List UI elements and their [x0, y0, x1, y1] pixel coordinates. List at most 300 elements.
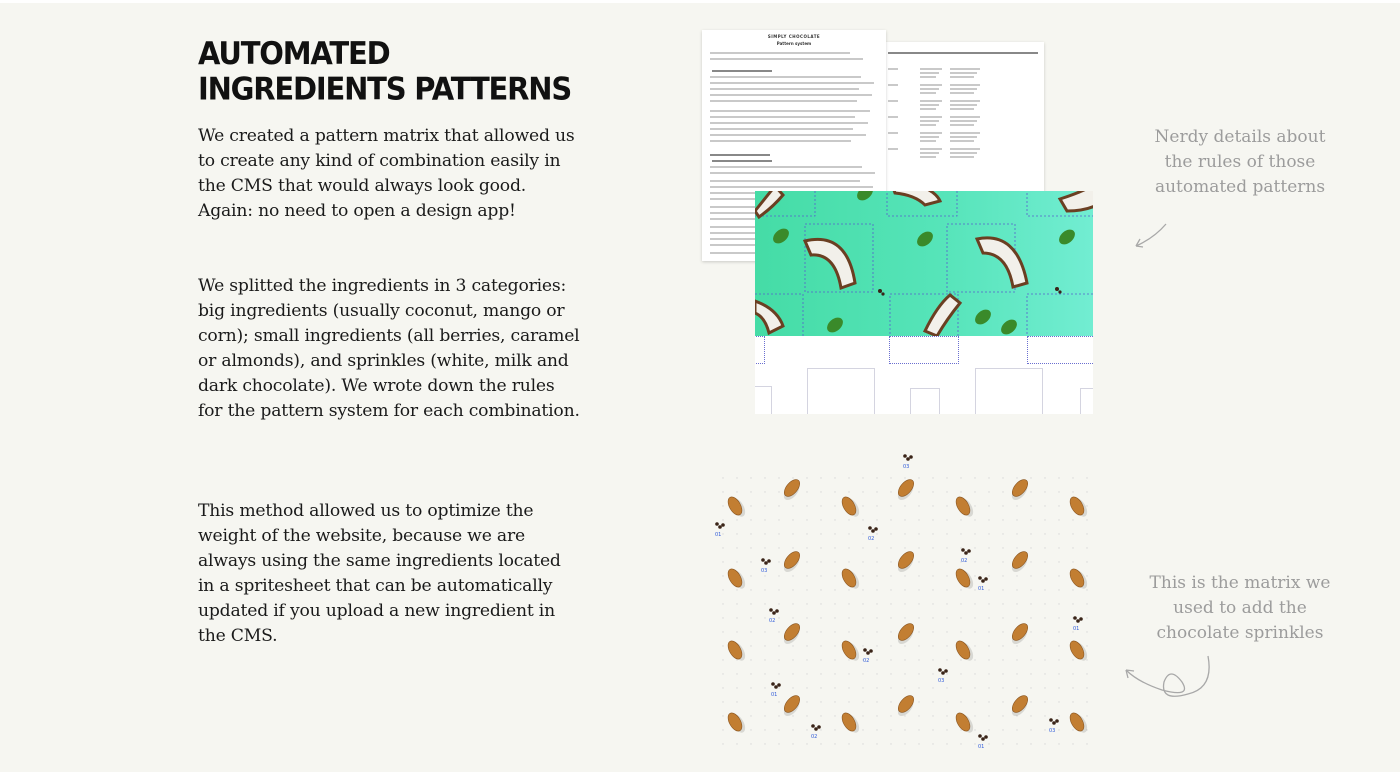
grid-dot: [932, 617, 933, 618]
document-text-line: [920, 100, 942, 102]
grid-dot: [1086, 575, 1087, 576]
grid-dot: [1072, 603, 1073, 604]
grid-dot: [918, 729, 919, 730]
grid-dot: [736, 491, 737, 492]
grid-dot: [876, 491, 877, 492]
grid-dot: [974, 701, 975, 702]
almond: [1007, 621, 1032, 647]
grid-dot: [806, 715, 807, 716]
grid-dot: [1030, 659, 1031, 660]
almond: [1067, 710, 1090, 736]
almond: [893, 621, 918, 647]
grid-dot: [750, 687, 751, 688]
grid-dot: [918, 673, 919, 674]
grid-dot: [876, 617, 877, 618]
grid-dot: [1072, 561, 1073, 562]
grid-dot: [736, 561, 737, 562]
document-text-line: [950, 148, 980, 150]
grid-dot: [764, 729, 765, 730]
grid-dot: [820, 561, 821, 562]
grid-dot: [1086, 687, 1087, 688]
grid-dot: [890, 645, 891, 646]
document-text-line: [920, 148, 942, 150]
grid-dot: [862, 617, 863, 618]
grid-dot: [988, 659, 989, 660]
sprinkle-label: 02: [811, 734, 818, 740]
grid-dot: [1016, 659, 1017, 660]
grid-dot: [890, 659, 891, 660]
grid-dot: [1058, 715, 1059, 716]
grid-dot: [1086, 673, 1087, 674]
grid-dot: [778, 701, 779, 702]
grid-dot: [946, 631, 947, 632]
grid-dot: [1058, 589, 1059, 590]
grid-dot: [932, 575, 933, 576]
grid-dot: [974, 575, 975, 576]
grid-dot: [1086, 491, 1087, 492]
chocolate-sprinkle-group: [1049, 718, 1059, 734]
grid-dot: [1072, 533, 1073, 534]
grid-dot: [890, 589, 891, 590]
grid-dot: [1044, 645, 1045, 646]
grid-dot: [834, 561, 835, 562]
chocolate-sprinkle-group: [961, 548, 971, 564]
grid-dot: [778, 561, 779, 562]
grid-dot: [876, 477, 877, 478]
grid-dot: [1044, 533, 1045, 534]
grid-dot: [834, 505, 835, 506]
grid-dot: [974, 729, 975, 730]
grid-dot: [918, 589, 919, 590]
grid-dot: [806, 477, 807, 478]
grid-dot: [1030, 729, 1031, 730]
grid-dot: [750, 603, 751, 604]
almond: [953, 710, 976, 736]
grid-dot: [862, 631, 863, 632]
grid-dot: [806, 589, 807, 590]
almond: [953, 638, 976, 664]
grid-dot: [806, 561, 807, 562]
grid-dot: [778, 687, 779, 688]
grid-dot: [806, 701, 807, 702]
coconut-pattern-image: [755, 191, 1093, 336]
grid-dot: [820, 645, 821, 646]
document-text-line: [920, 104, 939, 106]
grid-dot: [1030, 743, 1031, 744]
grid-dot: [722, 701, 723, 702]
grid-dot: [946, 561, 947, 562]
grid-dot: [1002, 645, 1003, 646]
grid-dot: [890, 575, 891, 576]
grid-dot: [722, 617, 723, 618]
grid-dot: [946, 701, 947, 702]
document-text-line: [710, 52, 850, 54]
document-text-line: [710, 100, 857, 102]
grid-dot: [834, 687, 835, 688]
grid-dot: [820, 743, 821, 744]
document-text-line: [710, 172, 875, 174]
grid-dot: [834, 533, 835, 534]
almond: [1007, 549, 1032, 575]
grid-dot: [988, 687, 989, 688]
grid-dot: [974, 589, 975, 590]
matrix-annotation: This is the matrix we used to add the chocolate sprinkles: [1149, 573, 1331, 643]
document-text-line: [950, 104, 977, 106]
grid-dot: [904, 533, 905, 534]
grid-dot: [1016, 575, 1017, 576]
almond: [839, 638, 862, 664]
grid-dot: [722, 715, 723, 716]
grid-dot: [1002, 603, 1003, 604]
grid-dot: [750, 477, 751, 478]
grid-dot: [722, 743, 723, 744]
grid-dot: [974, 631, 975, 632]
grid-dot: [722, 659, 723, 660]
grid-dot: [946, 743, 947, 744]
grid-dot: [904, 617, 905, 618]
intro-paragraph: We created a pattern matrix that allowed us to create any kind of combination easily in the CMS that would always look good. Again: no need to open a design app!: [198, 126, 575, 221]
grid-dot: [820, 687, 821, 688]
grid-dot: [820, 701, 821, 702]
grid-dot: [1030, 561, 1031, 562]
grid-dot: [806, 673, 807, 674]
document-text-line: [710, 122, 868, 124]
grid-dot: [890, 673, 891, 674]
grid-dot: [1058, 547, 1059, 548]
grid-dot: [960, 729, 961, 730]
grid-dot: [988, 575, 989, 576]
grid-dot: [750, 519, 751, 520]
grid-dot: [876, 589, 877, 590]
chocolate-sprinkle-group: [978, 734, 988, 750]
grid-dot: [890, 505, 891, 506]
coconut-pattern-illustration: [755, 191, 1093, 336]
grid-dot: [960, 617, 961, 618]
grid-dot: [1086, 519, 1087, 520]
grid-dot: [820, 715, 821, 716]
grid-dot: [960, 519, 961, 520]
document-text-line: [950, 108, 974, 110]
document-title: Pattern system: [776, 41, 812, 46]
document-text-line: [710, 180, 860, 182]
grid-dot: [764, 603, 765, 604]
grid-dot: [862, 519, 863, 520]
grid-dot: [806, 533, 807, 534]
grid-dot: [960, 533, 961, 534]
grid-dot: [1030, 701, 1031, 702]
almond: [893, 693, 918, 719]
grid-dot: [918, 659, 919, 660]
grid-dot: [778, 533, 779, 534]
almond: [725, 710, 748, 736]
grid-dot: [1030, 617, 1031, 618]
grid-dot: [834, 589, 835, 590]
grid-dot: [918, 743, 919, 744]
grid-dot: [1086, 715, 1087, 716]
grid-dot: [1058, 505, 1059, 506]
grid-dot: [1058, 687, 1059, 688]
grid-dot: [862, 589, 863, 590]
chocolate-sprinkle-group: [771, 682, 781, 698]
grid-dot: [764, 715, 765, 716]
grid-dot: [918, 561, 919, 562]
document-text-line: [712, 70, 772, 72]
grid-dot: [988, 645, 989, 646]
document-text-line: [950, 68, 980, 70]
grid-dot: [1058, 519, 1059, 520]
grid-dot: [918, 505, 919, 506]
curved-arrow-icon: [1130, 222, 1170, 252]
grid-dot: [974, 477, 975, 478]
grid-dot: [1044, 743, 1045, 744]
grid-dot: [1058, 561, 1059, 562]
grid-dot: [1002, 519, 1003, 520]
grid-dot: [792, 547, 793, 548]
grid-dot: [1058, 491, 1059, 492]
grid-dot: [1002, 589, 1003, 590]
grid-dot: [1016, 743, 1017, 744]
grid-dot: [750, 743, 751, 744]
grid-dot: [848, 631, 849, 632]
document-text-line: [888, 68, 898, 70]
grid-dot: [918, 687, 919, 688]
grid-dot: [890, 729, 891, 730]
grid-dot: [1044, 617, 1045, 618]
document-text-line: [920, 108, 936, 110]
grid-dot: [904, 505, 905, 506]
grid-dot: [778, 519, 779, 520]
grid-dot: [862, 533, 863, 534]
document-text-line: [950, 88, 977, 90]
grid-dot: [778, 659, 779, 660]
grid-dot: [764, 575, 765, 576]
document-text-line: [920, 152, 939, 154]
grid-dot: [876, 701, 877, 702]
grid-dot: [960, 477, 961, 478]
grid-dot: [932, 533, 933, 534]
grid-dot: [764, 505, 765, 506]
grid-dot: [750, 673, 751, 674]
grid-dot: [1016, 533, 1017, 534]
grid-dot: [750, 715, 751, 716]
grid-dot: [820, 729, 821, 730]
grid-dot: [918, 617, 919, 618]
sprinkle-label: 01: [715, 532, 722, 538]
grid-dot: [946, 477, 947, 478]
grid-dot: [1044, 589, 1045, 590]
almond: [839, 494, 862, 520]
grid-dot: [820, 547, 821, 548]
almond: [779, 621, 804, 647]
grid-dot: [722, 687, 723, 688]
grid-dot: [1044, 575, 1045, 576]
grid-dot: [1016, 645, 1017, 646]
grid-dot: [848, 603, 849, 604]
grid-dot: [974, 603, 975, 604]
grid-dot: [736, 631, 737, 632]
grid-dot: [988, 505, 989, 506]
grid-dot: [876, 715, 877, 716]
grid-dot: [834, 715, 835, 716]
grid-dot: [918, 547, 919, 548]
grid-dot: [876, 519, 877, 520]
grid-dot: [834, 631, 835, 632]
grid-dot: [946, 645, 947, 646]
grid-dot: [960, 687, 961, 688]
grid-dot: [764, 701, 765, 702]
grid-dot: [1002, 477, 1003, 478]
grid-dot: [1044, 603, 1045, 604]
grid-dot: [1002, 729, 1003, 730]
grid-dot: [778, 729, 779, 730]
grid-dot: [792, 533, 793, 534]
document-text-line: [950, 132, 980, 134]
grid-dot: [1044, 547, 1045, 548]
grid-dot: [1016, 519, 1017, 520]
grid-dot: [778, 631, 779, 632]
grid-dot: [778, 547, 779, 548]
grid-dot: [988, 715, 989, 716]
grid-dot: [932, 547, 933, 548]
grid-dot: [1044, 687, 1045, 688]
grid-dot: [988, 491, 989, 492]
grid-dot: [1044, 505, 1045, 506]
document-text-line: [920, 124, 936, 126]
grid-dot: [750, 561, 751, 562]
grid-dot: [736, 589, 737, 590]
grid-dot: [1002, 617, 1003, 618]
document-text-line: [712, 160, 772, 162]
grid-dot: [932, 645, 933, 646]
grid-dot: [960, 547, 961, 548]
grid-dot: [792, 673, 793, 674]
grid-dot: [890, 547, 891, 548]
grid-dot: [862, 575, 863, 576]
grid-dot: [1058, 617, 1059, 618]
grid-dot: [904, 729, 905, 730]
grid-dot: [722, 519, 723, 520]
document-text-line: [920, 88, 939, 90]
document-text-line: [710, 154, 770, 156]
grid-dot: [1058, 631, 1059, 632]
grid-dot: [904, 519, 905, 520]
grid-dot: [960, 659, 961, 660]
grid-dot: [876, 729, 877, 730]
grid-dot: [834, 673, 835, 674]
grid-dot: [988, 519, 989, 520]
grid-dot: [1002, 491, 1003, 492]
grid-dot: [890, 701, 891, 702]
grid-dot: [862, 673, 863, 674]
grid-dot: [1016, 673, 1017, 674]
grid-dot: [848, 743, 849, 744]
grid-dot: [778, 491, 779, 492]
grid-dot: [1058, 477, 1059, 478]
grid-dot: [890, 617, 891, 618]
grid-dot: [890, 743, 891, 744]
grid-dot: [750, 729, 751, 730]
grid-dot: [1030, 631, 1031, 632]
document-text-line: [950, 72, 977, 74]
document-text-line: [950, 84, 980, 86]
grid-dot: [848, 589, 849, 590]
grid-dot: [806, 547, 807, 548]
document-text-line: [920, 116, 942, 118]
grid-dot: [862, 547, 863, 548]
almond: [893, 549, 918, 575]
grid-dot: [750, 617, 751, 618]
grid-dot: [932, 561, 933, 562]
document-text-line: [950, 152, 977, 154]
grid-dot: [974, 505, 975, 506]
grid-dot: [736, 743, 737, 744]
grid-dot: [792, 575, 793, 576]
sprinkle-label: 03: [903, 464, 910, 470]
grid-dot: [1002, 547, 1003, 548]
grid-dot: [932, 631, 933, 632]
grid-dot: [1002, 575, 1003, 576]
grid-dot: [820, 659, 821, 660]
grid-dot: [820, 519, 821, 520]
grid-dot: [974, 533, 975, 534]
almond: [839, 710, 862, 736]
grid-dot: [1044, 673, 1045, 674]
grid-dot: [834, 743, 835, 744]
almond: [725, 494, 748, 520]
grid-dot: [1072, 589, 1073, 590]
grid-dot: [1044, 631, 1045, 632]
grid-dot: [1030, 491, 1031, 492]
grid-dot: [778, 617, 779, 618]
almond: [1067, 566, 1090, 592]
grid-dot: [834, 729, 835, 730]
grid-dot: [764, 491, 765, 492]
grid-dot: [1058, 645, 1059, 646]
grid-dot: [932, 505, 933, 506]
grid-dot: [820, 491, 821, 492]
grid-dot: [722, 561, 723, 562]
grid-dot: [1072, 729, 1073, 730]
almond: [953, 566, 976, 592]
grid-dot: [1002, 561, 1003, 562]
grid-dot: [834, 519, 835, 520]
grid-dot: [918, 631, 919, 632]
sprinkle-label: 02: [863, 658, 870, 664]
grid-dot: [736, 673, 737, 674]
document-text-line: [888, 52, 1038, 54]
document-text-line: [710, 58, 863, 60]
grid-dot: [806, 631, 807, 632]
grid-dot: [932, 589, 933, 590]
grid-dot: [834, 477, 835, 478]
document-text-line: [920, 72, 939, 74]
grid-dot: [946, 603, 947, 604]
grid-dot: [778, 645, 779, 646]
sprinkle-label: 03: [761, 568, 768, 574]
grid-dot: [736, 701, 737, 702]
grid-dot: [1072, 491, 1073, 492]
grid-dot: [764, 631, 765, 632]
grid-dot: [848, 547, 849, 548]
grid-dot: [974, 715, 975, 716]
almond: [1007, 693, 1032, 719]
sprinkle-matrix-illustration: [715, 448, 1100, 753]
grid-dot: [820, 575, 821, 576]
grid-dot: [904, 645, 905, 646]
grid-dot: [1058, 603, 1059, 604]
grid-dot: [848, 561, 849, 562]
grid-dot: [974, 547, 975, 548]
